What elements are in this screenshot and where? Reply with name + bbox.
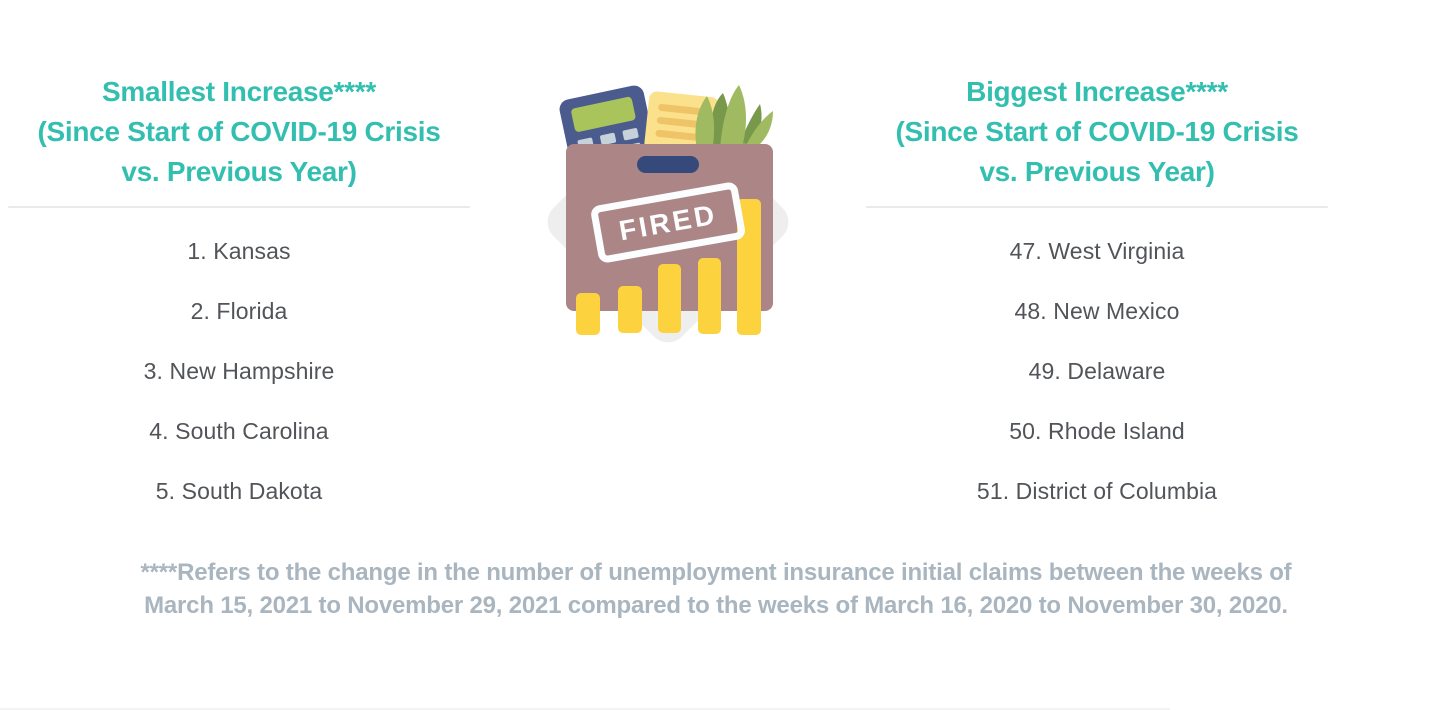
biggest-increase-panel [866,0,1328,560]
left-divider [8,206,470,208]
footnote-line-2: March 15, 2021 to November 29, 2021 compared to the weeks of March 16, 2020 to November 30, 2020. [144,592,1288,619]
right-divider [866,206,1328,208]
list-item: 1. Kansas [187,237,291,264]
title-line-3: vs. Previous Year) [979,156,1215,187]
fired-box-illustration [530,74,806,356]
fired-stamp-label: FIRED [616,198,720,247]
title-line-1: Biggest Increase**** [966,76,1228,107]
list-item: 49. Delaware [1028,357,1166,384]
fired-box-svg [530,74,806,356]
list-item: 47. West Virginia [1009,237,1185,264]
list-item: 48. New Mexico [1014,297,1180,324]
biggest-increase-title [866,72,1328,192]
list-item: 3. New Hampshire [143,357,335,384]
list-item: 50. Rhode Island [1009,417,1185,444]
title-line-2: (Since Start of COVID-19 Crisis [895,116,1299,147]
box-handle [637,156,699,173]
list-item: 51. District of Columbia [976,477,1218,504]
footnote [0,556,1432,622]
list-item: 2. Florida [190,297,288,324]
plant-icon [695,85,773,150]
list-item: 5. South Dakota [155,477,323,504]
footnote-line-1: ****Refers to the change in the number of unemployment insurance initial claims between the weeks of [140,559,1292,586]
smallest-increase-panel [8,0,470,560]
title-line-2: (Since Start of COVID-19 Crisis [37,116,441,147]
title-line-1: Smallest Increase**** [102,76,376,107]
title-line-3: vs. Previous Year) [121,156,357,187]
biggest-increase-list [866,221,1328,521]
list-item: 4. South Carolina [149,417,329,444]
smallest-increase-list [8,221,470,521]
smallest-increase-title [8,72,470,192]
